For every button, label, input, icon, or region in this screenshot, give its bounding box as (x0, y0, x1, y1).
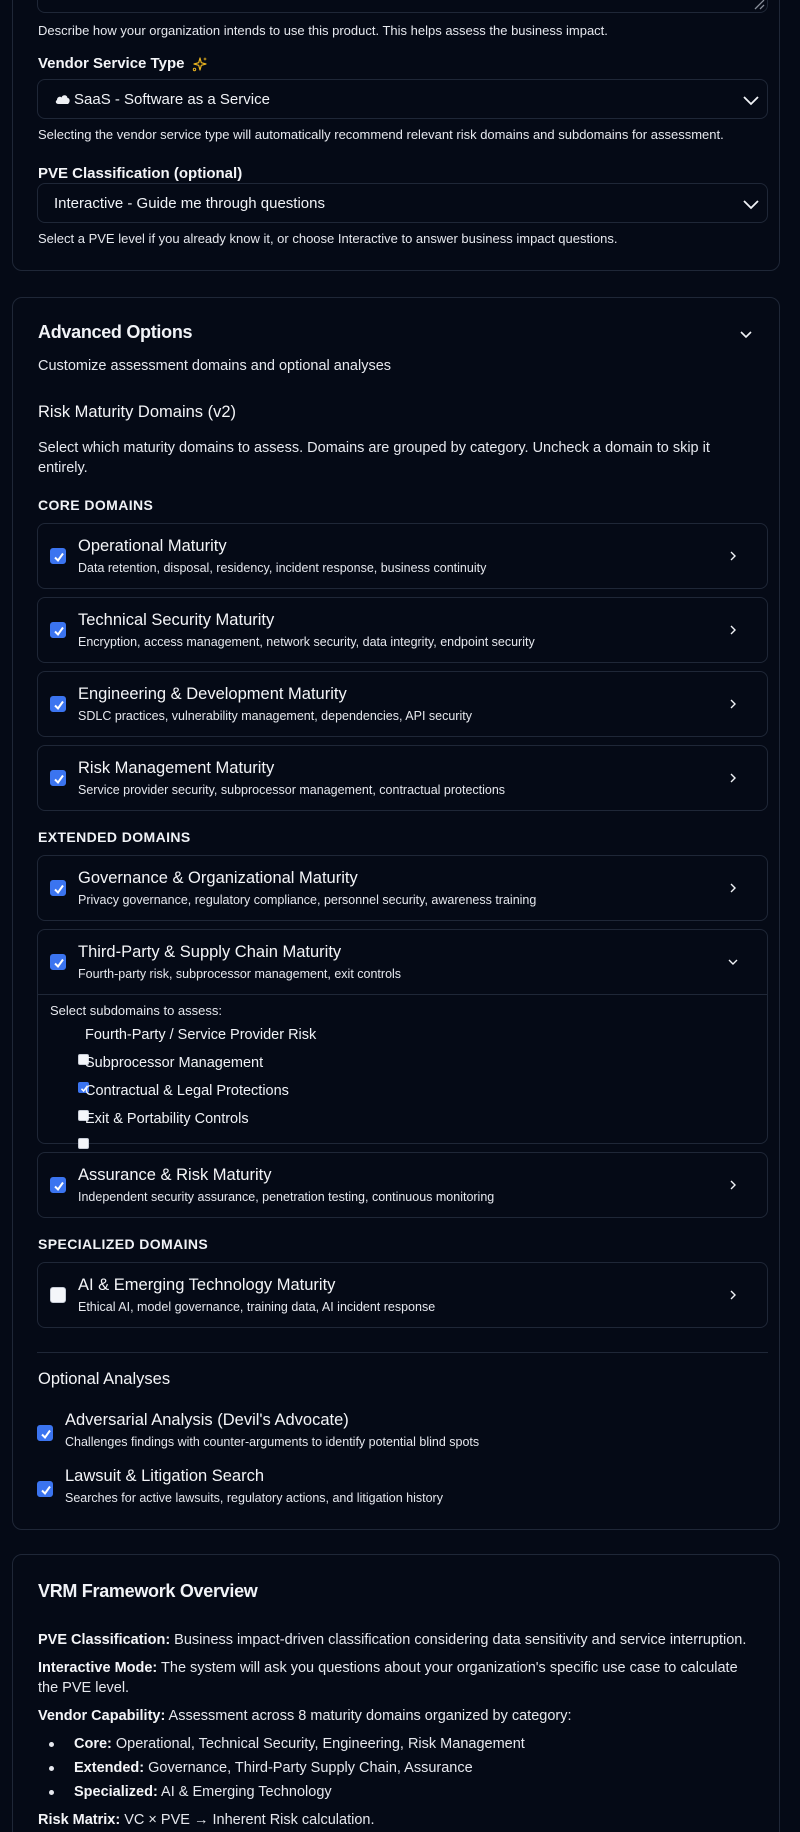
chevron-right-icon[interactable] (727, 1179, 739, 1191)
vendor-service-type-help: Selecting the vendor service type will automatically recommend relevant risk domains and subdomains for assessment. (38, 127, 724, 142)
domain-title: Assurance & Risk Maturity (78, 1166, 272, 1184)
list-item: Extended: Governance, Third-Party Supply Chain, Assurance (38, 1758, 525, 1782)
domain-governance[interactable] (37, 855, 768, 921)
advanced-options-title: Advanced Options (38, 322, 193, 342)
check-icon (52, 698, 66, 712)
pve-classification-select[interactable]: Interactive - Guide me through questions (37, 183, 768, 223)
optional-title: Lawsuit & Litigation Search (65, 1467, 265, 1485)
domain-title: Third-Party & Supply Chain Maturity (78, 943, 342, 961)
list-item: Core: Operational, Technical Security, Engineering, Risk Management (38, 1734, 525, 1758)
optional-checkbox[interactable] (37, 1481, 53, 1497)
list-item: Specialized: AI & Emerging Technology (38, 1782, 525, 1806)
sparkles-icon (192, 56, 208, 72)
domain-description: SDLC practices, vulnerability management, dependencies, API security (78, 709, 472, 723)
domain-description: Ethical AI, model governance, training data, AI incident response (78, 1300, 436, 1314)
domain-description: Data retention, disposal, residency, incident response, business continuity (78, 561, 487, 575)
check-icon (52, 1179, 66, 1193)
vrm-risk-matrix-paragraph: Risk Matrix: VC × PVE → Inherent Risk calculation. (38, 1812, 375, 1828)
vrm-interactive-paragraph: Interactive Mode: The system will ask you questions about your organization's specific use case to calculate the PVE level. (38, 1660, 738, 1696)
domain-ai-emerging-tech[interactable] (37, 1262, 768, 1328)
domain-assurance-risk[interactable] (37, 1152, 768, 1218)
subdomain-contractual-legal[interactable]: Contractual & Legal Protections (66, 1083, 289, 1099)
domain-risk-management[interactable] (37, 745, 768, 811)
chevron-right-icon[interactable] (727, 698, 739, 710)
chevron-down-icon[interactable] (727, 956, 739, 968)
check-icon (52, 772, 66, 786)
advanced-options-subtitle: Customize assessment domains and optional analyses (38, 358, 392, 374)
vrm-overview-card (12, 1554, 780, 1832)
pve-classification-help: Select a PVE level if you already know it, or choose Interactive to answer business impact questions. (38, 231, 618, 246)
chevron-down-icon (741, 194, 761, 214)
check-icon (52, 956, 66, 970)
vrm-overview-title: VRM Framework Overview (38, 1581, 258, 1601)
chevron-down-icon (741, 90, 761, 110)
domain-description: Privacy governance, regulatory compliance, personnel security, awareness training (78, 893, 537, 907)
domain-title: Technical Security Maturity (78, 611, 275, 629)
domain-checkbox[interactable] (50, 1177, 66, 1193)
vendor-service-type-select[interactable]: SaaS - Software as a Service (37, 79, 768, 119)
advanced-options-collapse-chevron-icon[interactable] (739, 328, 753, 342)
resize-handle-icon[interactable] (753, 0, 765, 10)
chevron-right-icon[interactable] (727, 772, 739, 784)
chevron-right-icon[interactable] (727, 550, 739, 562)
subdomain-subprocessor-management[interactable]: Subprocessor Management (66, 1055, 263, 1071)
domain-checkbox[interactable] (50, 1287, 66, 1303)
domain-checkbox[interactable] (50, 696, 66, 712)
risk-maturity-description: Select which maturity domains to assess. Domains are grouped by category. Uncheck a domain to skip it entirely. (38, 440, 710, 476)
domain-checkbox[interactable] (50, 880, 66, 896)
chevron-right-icon[interactable] (727, 882, 739, 894)
chevron-right-icon[interactable] (727, 1289, 739, 1301)
vrm-capability-paragraph: Vendor Capability: Assessment across 8 maturity domains organized by category: (38, 1708, 572, 1724)
check-icon (52, 882, 66, 896)
domain-checkbox[interactable] (50, 770, 66, 786)
optional-analyses-title: Optional Analyses (38, 1370, 171, 1388)
category-specialized-label: SPECIALIZED DOMAINS (38, 1236, 209, 1252)
risk-maturity-title: Risk Maturity Domains (v2) (38, 403, 237, 421)
check-icon (39, 1483, 53, 1497)
domain-operational[interactable] (37, 523, 768, 589)
subdomain-label: Select subdomains to assess: (50, 1003, 222, 1018)
domain-checkbox[interactable] (50, 548, 66, 564)
category-core-label: CORE DOMAINS (38, 497, 154, 513)
subdomain-exit-portability[interactable]: Exit & Portability Controls (66, 1111, 249, 1127)
optional-description: Searches for active lawsuits, regulatory actions, and litigation history (65, 1491, 443, 1505)
domain-technical-security[interactable] (37, 597, 768, 663)
check-icon (39, 1427, 53, 1441)
domain-description: Encryption, access management, network security, data integrity, endpoint security (78, 635, 535, 649)
domain-description: Fourth-party risk, subprocessor management, exit controls (78, 967, 402, 981)
domain-description: Service provider security, subprocessor management, contractual protections (78, 783, 506, 797)
domain-title: Engineering & Development Maturity (78, 685, 347, 703)
intended-use-textarea[interactable] (37, 0, 768, 13)
pve-classification-label: PVE Classification (optional) (38, 165, 243, 182)
domain-title: Operational Maturity (78, 537, 227, 555)
domain-title: Governance & Organizational Maturity (78, 869, 358, 887)
subdomain-panel (38, 994, 767, 1143)
domain-checkbox[interactable] (50, 622, 66, 638)
domain-description: Independent security assurance, penetration testing, continuous monitoring (78, 1190, 495, 1204)
category-extended-label: EXTENDED DOMAINS (38, 829, 191, 845)
check-icon (52, 624, 66, 638)
vrm-category-list (38, 1734, 525, 1806)
section-divider (37, 1352, 768, 1353)
subdomain-checkbox[interactable] (78, 1138, 89, 1149)
intended-use-help: Describe how your organization intends to use this product. This helps assess the business impact. (38, 23, 608, 38)
advanced-options-card (12, 297, 780, 1530)
vendor-service-type-label: Vendor Service Type (38, 55, 208, 72)
chevron-right-icon[interactable] (727, 624, 739, 636)
domain-title: AI & Emerging Technology Maturity (78, 1276, 336, 1294)
optional-title: Adversarial Analysis (Devil's Advocate) (65, 1411, 349, 1429)
domain-engineering-development[interactable] (37, 671, 768, 737)
subdomain-fourth-party[interactable]: Fourth-Party / Service Provider Risk (66, 1027, 316, 1043)
assessment-form-card (12, 0, 780, 271)
domain-title: Risk Management Maturity (78, 759, 275, 777)
optional-checkbox[interactable] (37, 1425, 53, 1441)
optional-description: Challenges findings with counter-arguments to identify potential blind spots (65, 1435, 480, 1449)
check-icon (52, 550, 66, 564)
vrm-pve-paragraph: PVE Classification: Business impact-driven classification considering data sensitivity and service interruption. (38, 1632, 747, 1648)
cloud-icon (54, 92, 72, 106)
domain-checkbox[interactable] (50, 954, 66, 970)
domain-third-party-supply-chain[interactable] (37, 929, 768, 1144)
